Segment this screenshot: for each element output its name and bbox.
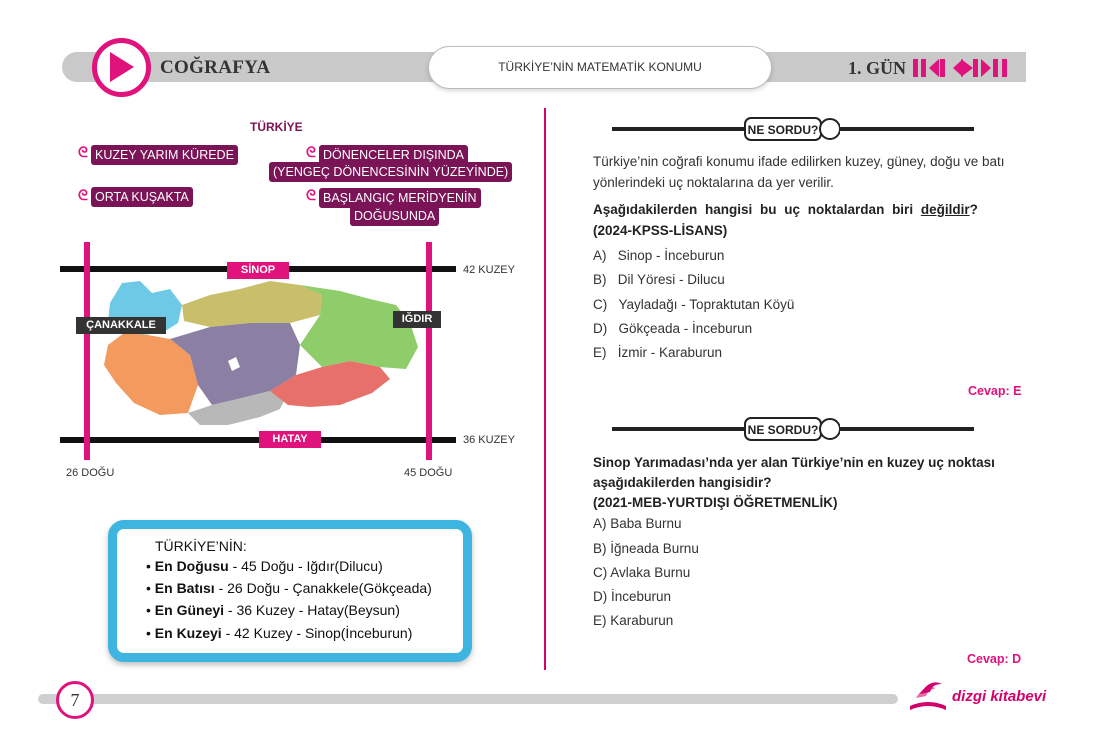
city-igdir: IĞDIR [393,311,441,328]
book-logo-icon [906,676,950,716]
q2-source: (2021-MEB-YURTDIŞI ÖĞRETMENLİK) [593,495,838,510]
turkey-map [100,275,422,435]
turkiye-title: TÜRKİYE [250,120,303,134]
q2-answer: Cevap: D [967,652,1022,666]
city-sinop: SİNOP [227,262,289,279]
publisher-name: dizgi kitabevi [952,688,1047,705]
swirl-icon: ᘓ [306,144,316,160]
swirl-icon: ᘓ [78,144,88,160]
tag-kuzey-yarim-kure: KUZEY YARIM KÜREDE [91,145,238,165]
ne-sordu-badge [744,414,840,444]
label-26-dogu: 26 DOĞU [66,467,115,479]
play-icon [110,52,134,82]
city-canakkale: ÇANAKKALE [76,317,166,334]
info-row-kuzey: • En Kuzeyi - 42 Kuzey - Sinop(İnceburun) [146,625,413,641]
info-row-dogu: • En Doğusu - 45 Doğu - Iğdır(Dilucu) [146,558,383,574]
longitude-45-line [426,242,432,460]
q1-source: (2024-KPSS-LİSANS) [593,223,728,238]
svg-text:NE SORDU?: NE SORDU? [747,123,819,137]
tag-meridyen-1: BAŞLANGIÇ MERİDYENİN [319,188,481,208]
label-42-kuzey: 42 KUZEY [463,264,515,276]
label-36-kuzey: 36 KUZEY [463,434,515,446]
q1-intro-line-1: Türkiye’nin coğrafi konumu ifade edilirken kuzey, güney, doğu ve batı [593,154,1005,169]
day-label: 1. GÜN [848,58,906,78]
column-divider [544,108,546,670]
topic-title: TÜRKİYE’NİN MATEMATİK KONUMU [428,46,772,89]
info-title: TÜRKİYE’NİN: [155,538,247,554]
page-number: 7 [56,681,94,719]
longitude-26-line [84,242,90,460]
q2-option-d[interactable]: D) İnceburun [593,589,672,604]
q2-question-line-1: Sinop Yarımadası’nda yer alan Türkiye’nin en kuzey uç noktası [593,455,995,470]
tag-donenceler-1: DÖNENCELER DIŞINDA [319,145,468,165]
subject-title: COĞRAFYA [160,57,271,78]
tag-meridyen-2: DOĞUSUNDA [350,206,439,226]
q2-option-c[interactable]: C) Avlaka Burnu [593,565,691,580]
q1-question: Aşağıdakilerden hangisi bu uç noktalardan biri değildir? [593,202,978,217]
q2-option-a[interactable]: A) Baba Burnu [593,516,682,531]
q1-option-b[interactable]: B) Dil Yöresi - Dilucu [593,272,725,287]
swirl-icon: ᘓ [306,187,316,203]
footer-bar [38,694,898,704]
q1-option-c[interactable]: C) Yayladağı - Topraktutan Köyü [593,297,795,312]
q2-question-line-2: aşağıdakilerden hangisidir? [593,475,772,490]
info-row-guney: • En Güneyi - 36 Kuzey - Hatay(Beysun) [146,602,400,618]
q1-option-a[interactable]: A) Sinop - İnceburun [593,248,725,263]
latitude-36-line [60,437,456,443]
info-row-bati: • En Batısı - 26 Doğu - Çanakkele(Gökçeada) [146,580,432,596]
ne-sordu-badge [744,114,840,144]
q1-option-d[interactable]: D) Gökçeada - İnceburun [593,321,753,336]
svg-text:NE SORDU?: NE SORDU? [747,423,819,437]
media-controls-icon [911,57,1021,79]
q2-option-e[interactable]: E) Karaburun [593,613,674,628]
q1-option-e[interactable]: E) İzmir - Karaburun [593,345,723,360]
q1-answer: Cevap: E [968,384,1022,398]
q2-option-b[interactable]: B) İğneada Burnu [593,541,699,556]
city-hatay: HATAY [259,431,321,448]
tag-donenceler-2: (YENGEÇ DÖNENCESİNİN YÜZEYİNDE) [269,162,512,182]
label-45-dogu: 45 DOĞU [404,467,453,479]
tag-orta-kusak: ORTA KUŞAKTA [91,187,193,207]
swirl-icon: ᘓ [78,187,88,203]
q1-intro-line-2: yönlerindeki uç noktalarına da yer verilir. [593,175,834,190]
